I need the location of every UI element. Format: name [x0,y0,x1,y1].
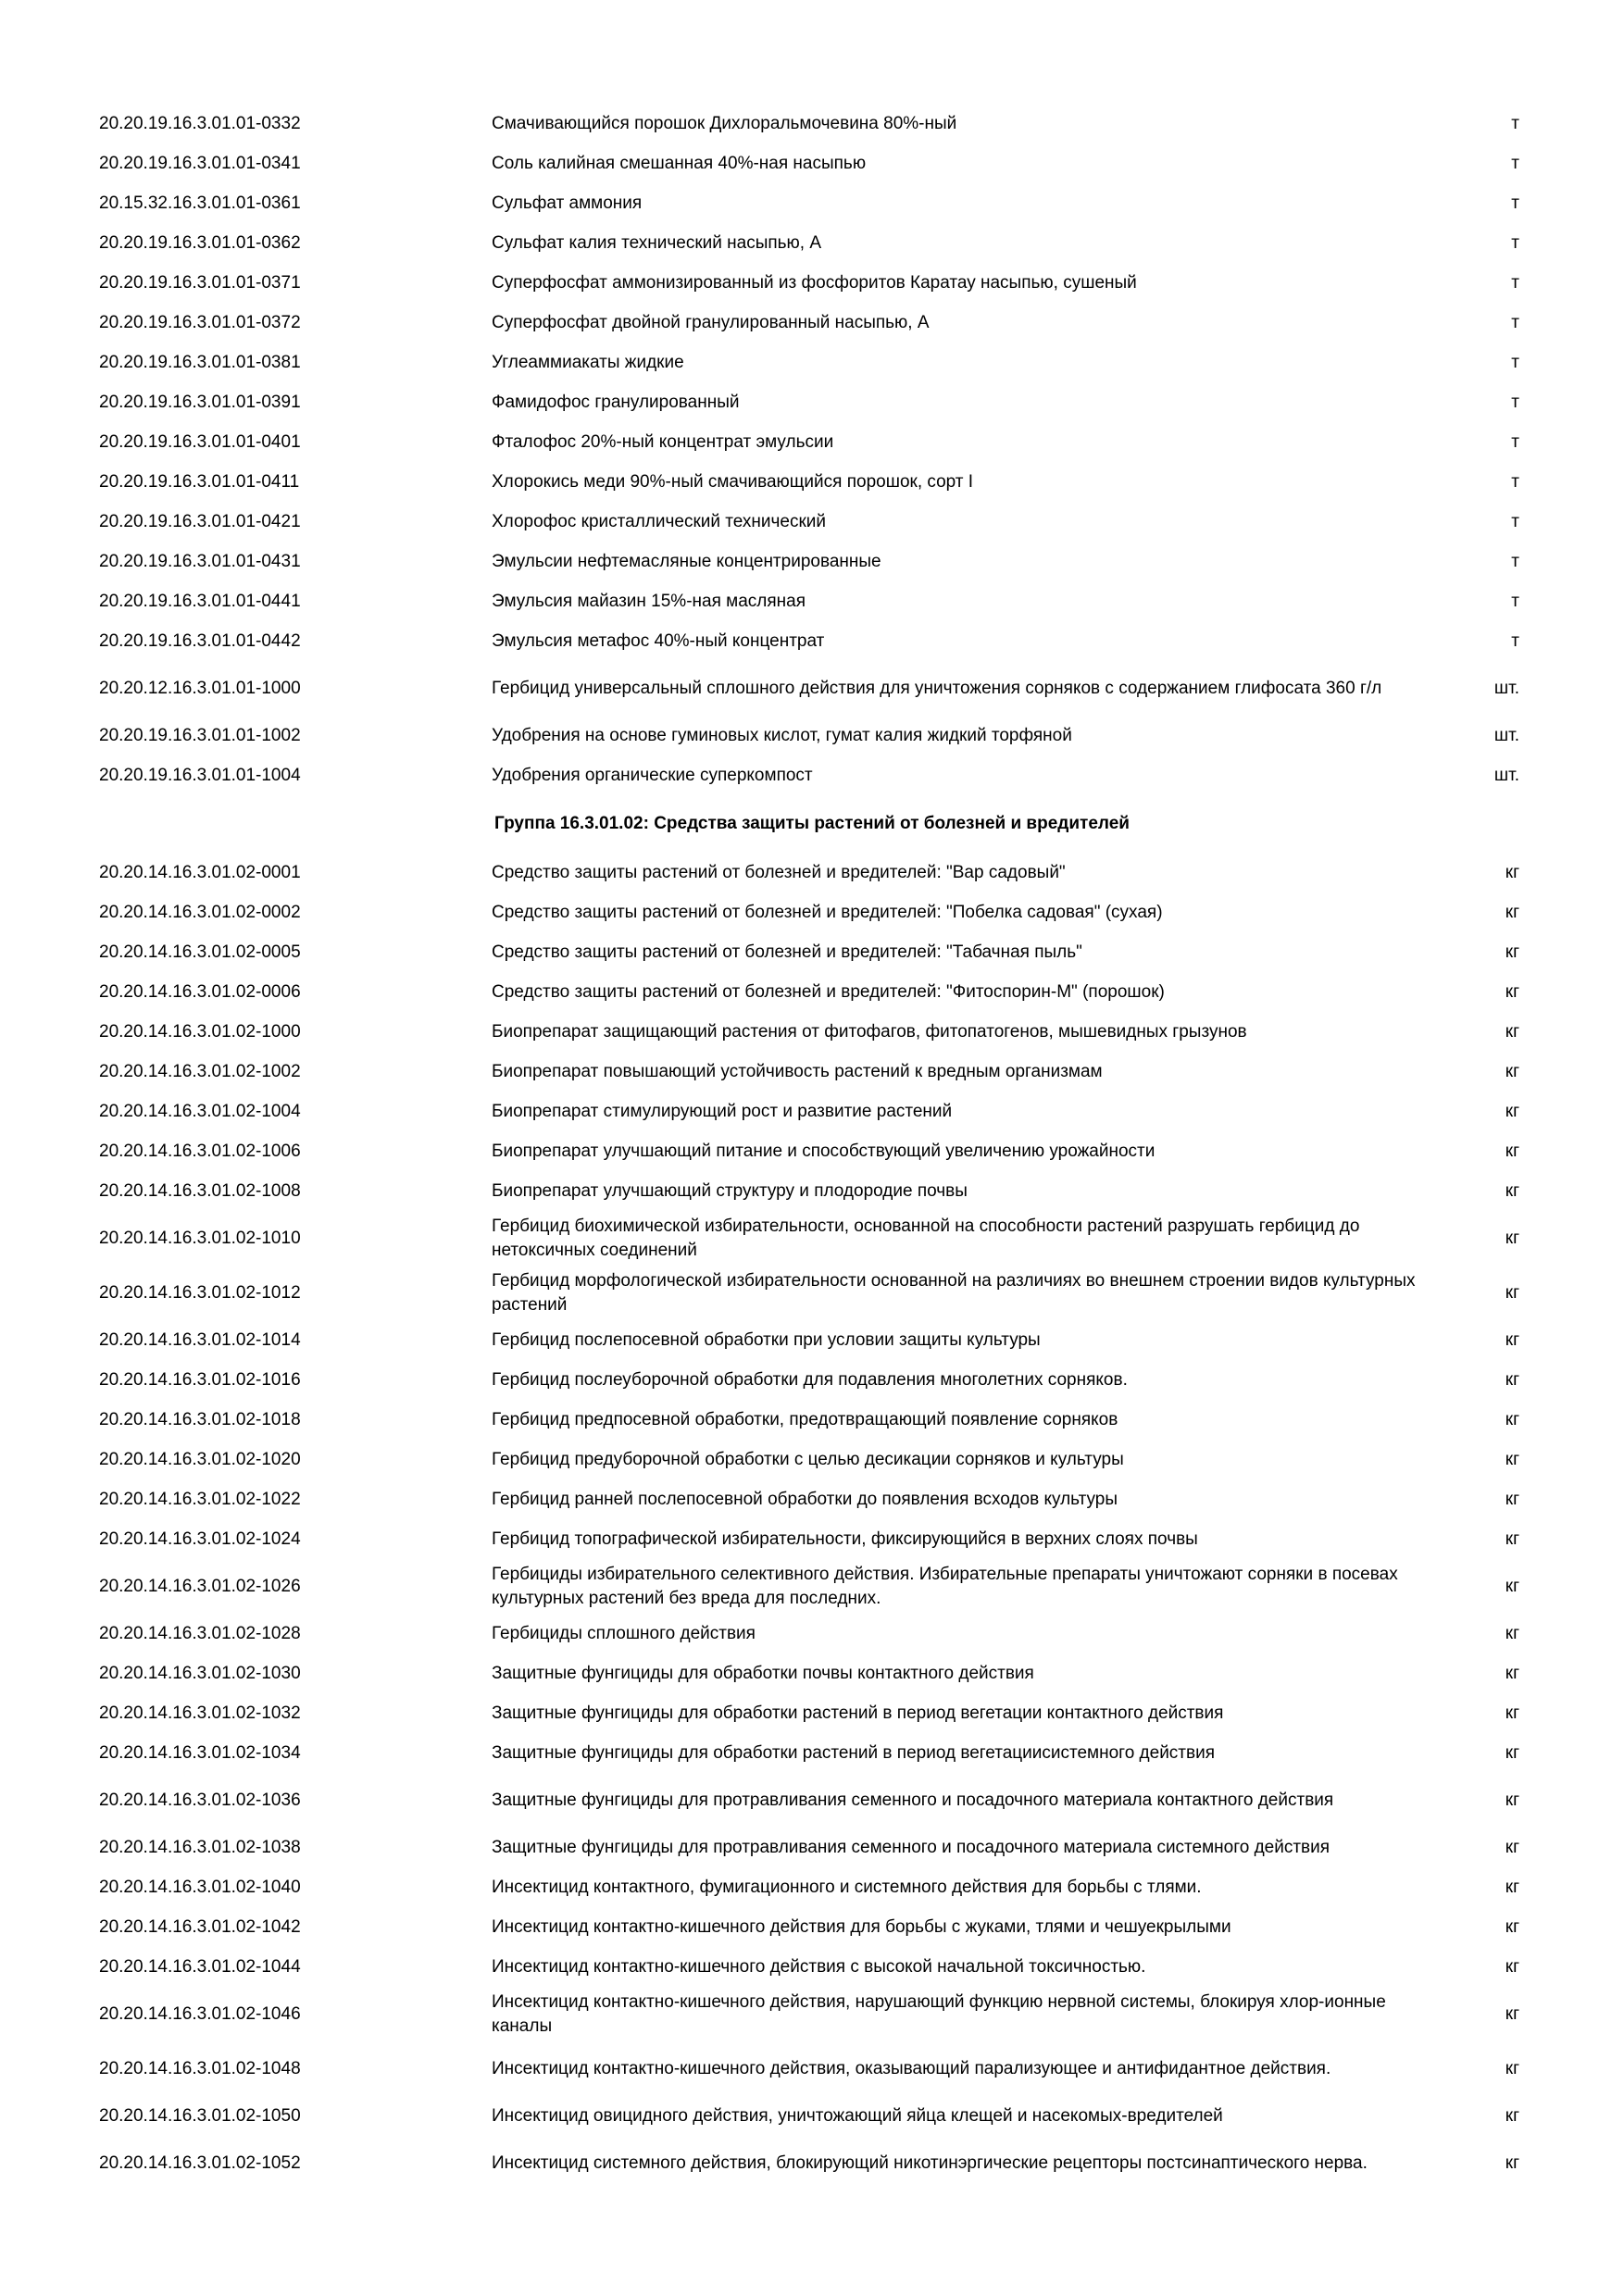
table-row [0,1867,1624,1907]
resource-code: 20.20.14.16.3.01.02-1024 [99,1529,301,1549]
resource-name: Инсектицид овицидного действия, уничтожающий яйца клещей и насекомых-вредителей [492,2105,1223,2126]
resource-name: Инсектицид контактно-кишечного действия, оказывающий парализующее и антифидантное действия. [492,2058,1331,2078]
unit-of-measure: кг [1505,1916,1519,1937]
resource-code: 20.20.19.16.3.01.01-0341 [99,153,301,173]
resource-name: Эмульсия метафос 40%-ный концентрат [492,630,825,651]
table-row [0,1947,1624,1987]
resource-name: Удобрения органические суперкомпост [492,765,813,785]
table-row [0,382,1624,422]
resource-name: Инсектицид контактно-кишечного действия с высокой начальной токсичностью. [492,1956,1146,1977]
unit-of-measure: кг [1505,1877,1519,1897]
table-row [0,1131,1624,1171]
unit-of-measure: кг [1505,902,1519,922]
unit-of-measure: кг [1505,1956,1519,1977]
resource-name: Средство защиты растений от болезней и вредителей: "Вар садовый" [492,862,1066,882]
table-row [0,1773,1624,1828]
resource-name: Защитные фунгициды для обработки растений в период вегетации контактного действия [492,1703,1224,1723]
resource-code: 20.20.19.16.3.01.01-1002 [99,725,301,745]
table-row [0,223,1624,263]
resource-code: 20.20.14.16.3.01.02-0006 [99,981,301,1002]
table-row [0,932,1624,972]
unit-of-measure: т [1511,113,1519,133]
resource-name: Удобрения на основе гуминовых кислот, гумат калия жидкий торфяной [492,725,1072,745]
resource-name: Гербицид послеуборочной обработки для подавления многолетних сорняков. [492,1369,1128,1390]
table-row [0,1360,1624,1400]
table-row [0,2041,1624,2096]
resource-code: 20.20.12.16.3.01.01-1000 [99,678,301,698]
unit-of-measure: кг [1505,1021,1519,1042]
resource-name: Фталофос 20%-ный концентрат эмульсии [492,431,834,452]
table-row [0,1211,1624,1266]
table-row [0,1320,1624,1360]
resource-code: 20.20.14.16.3.01.02-1020 [99,1449,301,1469]
resource-name: Сульфат калия технический насыпью, А [492,232,822,253]
resource-code: 20.15.32.16.3.01.01-0361 [99,193,301,213]
unit-of-measure: кг [1505,1369,1519,1390]
unit-of-measure: т [1511,471,1519,492]
resource-name: Биопрепарат улучшающий питание и способствующий увеличению урожайности [492,1141,1156,1161]
table-row [0,892,1624,932]
resource-name: Инсектицид контактно-кишечного действия для борьбы с жуками, тлями и чешуекрылыми [492,1916,1231,1937]
unit-of-measure: т [1511,272,1519,293]
unit-of-measure: т [1511,193,1519,213]
resource-name: Средство защиты растений от болезней и вредителей: "Табачная пыль" [492,942,1082,962]
resource-code: 20.20.14.16.3.01.02-1042 [99,1916,301,1937]
unit-of-measure: кг [1505,1703,1519,1723]
resource-code: 20.20.14.16.3.01.02-1036 [99,1790,301,1810]
resource-code: 20.20.14.16.3.01.02-1052 [99,2152,301,2173]
unit-of-measure: кг [1505,1228,1519,1248]
table-row [0,303,1624,343]
resource-code: 20.20.14.16.3.01.02-1008 [99,1180,301,1201]
table-row [0,755,1624,795]
unit-of-measure: кг [1505,1742,1519,1763]
resource-name: Хлорофос кристаллический технический [492,511,827,531]
resource-code: 20.20.19.16.3.01.01-0411 [99,471,300,492]
resource-name: Гербицид топографической избирательности, фиксирующийся в верхних слоях почвы [492,1529,1198,1549]
table-row [0,502,1624,542]
resource-code: 20.20.14.16.3.01.02-1010 [99,1228,301,1248]
unit-of-measure: т [1511,431,1519,452]
unit-of-measure: т [1511,591,1519,611]
resource-name: Эмульсия майазин 15%-ная масляная [492,591,806,611]
resource-name: Защитные фунгициды для обработки почвы контактного действия [492,1663,1034,1683]
resource-code: 20.20.14.16.3.01.02-0002 [99,902,301,922]
table-row [0,542,1624,581]
resource-code: 20.20.14.16.3.01.02-1022 [99,1489,301,1509]
table-row [0,1987,1624,2041]
table-row [0,1479,1624,1519]
resource-name: Хлорокись меди 90%-ный смачивающийся порошок, сорт I [492,471,974,492]
unit-of-measure: кг [1505,1576,1519,1596]
unit-of-measure: кг [1505,2105,1519,2126]
table-row [0,2136,1624,2190]
unit-of-measure: кг [1505,1837,1519,1857]
resource-code: 20.20.14.16.3.01.02-1040 [99,1877,301,1897]
resource-code: 20.20.19.16.3.01.01-0401 [99,431,301,452]
resource-code: 20.20.14.16.3.01.02-1018 [99,1409,301,1429]
table-row [0,1266,1624,1320]
resource-name: Соль калийная смешанная 40%-ная насыпью [492,153,867,173]
unit-of-measure: т [1511,630,1519,651]
table-row [0,2096,1624,2136]
resource-name: Биопрепарат улучшающий структуру и плодородие почвы [492,1180,968,1201]
unit-of-measure: кг [1505,1409,1519,1429]
resource-name: Гербицид предпосевной обработки, предотвращающий появление сорняков [492,1409,1118,1429]
unit-of-measure: т [1511,511,1519,531]
resource-name: Смачивающийся порошок Дихлоральмочевина 80%-ный [492,113,957,133]
unit-of-measure: кг [1505,862,1519,882]
unit-of-measure: кг [1505,981,1519,1002]
unit-of-measure: шт. [1493,678,1519,698]
group-16-3-01-01-table [0,104,1624,795]
unit-of-measure: кг [1505,1790,1519,1810]
resource-code: 20.20.14.16.3.01.02-1038 [99,1837,301,1857]
unit-of-measure: т [1511,153,1519,173]
unit-of-measure: кг [1505,1180,1519,1201]
group-heading [0,795,1624,853]
table-row [0,853,1624,892]
table-row [0,343,1624,382]
resource-name: Фамидофос гранулированный [492,392,740,412]
table-row [0,1653,1624,1693]
unit-of-measure: кг [1505,942,1519,962]
resource-name: Средство защиты растений от болезней и вредителей: "Побелка садовая" (сухая) [492,902,1163,922]
table-row [0,1907,1624,1947]
unit-of-measure: кг [1505,1529,1519,1549]
resource-name: Биопрепарат защищающий растения от фитофагов, фитопатогенов, мышевидных грызунов [492,1021,1247,1042]
resource-name: Гербицид морфологической избирательности основанной на различиях во внешнем строении видов культурных растений [492,1270,1416,1315]
resource-name: Суперфосфат аммонизированный из фосфоритов Каратау насыпью, сушеный [492,272,1137,293]
resource-code: 20.20.14.16.3.01.02-1016 [99,1369,301,1390]
unit-of-measure: кг [1505,2003,1519,2024]
unit-of-measure: кг [1505,1623,1519,1643]
resource-name: Гербициды избирательного селективного действия. Избирательные препараты уничтожают сорняки в посевах культурных растений без вреда для последних. [492,1564,1398,1608]
group-heading-text: Группа 16.3.01.02: Средства защиты растений от болезней и вредителей [494,814,1130,833]
unit-of-measure: кг [1505,1449,1519,1469]
resource-code: 20.20.14.16.3.01.02-1000 [99,1021,301,1042]
table-row [0,1828,1624,1867]
table-row [0,1519,1624,1559]
resource-name: Биопрепарат стимулирующий рост и развитие растений [492,1101,953,1121]
resource-name: Гербициды сплошного действия [492,1623,756,1643]
resource-name: Гербицид предуборочной обработки с целью десикации сорняков и культуры [492,1449,1124,1469]
table-row [0,263,1624,303]
resource-name: Инсектицид системного действия, блокирующий никотинэргические рецепторы постсинаптического нерва. [492,2152,1368,2173]
resource-name: Биопрепарат повышающий устойчивость растений к вредным организмам [492,1061,1103,1081]
resource-code: 20.20.14.16.3.01.02-1004 [99,1101,301,1121]
unit-of-measure: кг [1505,1061,1519,1081]
resource-code: 20.20.19.16.3.01.01-0332 [99,113,301,133]
resource-code: 20.20.19.16.3.01.01-0391 [99,392,301,412]
table-row [0,144,1624,183]
resource-code: 20.20.19.16.3.01.01-0421 [99,511,301,531]
resource-code: 20.20.14.16.3.01.02-1034 [99,1742,301,1763]
table-row [0,1440,1624,1479]
resource-name: Углеаммиакаты жидкие [492,352,684,372]
resource-code: 20.20.19.16.3.01.01-0381 [99,352,301,372]
resource-name: Суперфосфат двойной гранулированный насыпью, А [492,312,930,332]
table-row [0,422,1624,462]
unit-of-measure: т [1511,551,1519,571]
resource-code: 20.20.19.16.3.01.01-0372 [99,312,301,332]
unit-of-measure: т [1511,232,1519,253]
resource-name: Средство защиты растений от болезней и вредителей: "Фитоспорин-М" (порошок) [492,981,1165,1002]
resource-name: Инсектицид контактного, фумигационного и системного действия для борьбы с тлями. [492,1877,1202,1897]
resource-name: Инсектицид контактно-кишечного действия, нарушающий функцию нервной системы, блокируя хлор-ионные каналы [492,1991,1386,2036]
resource-code: 20.20.14.16.3.01.02-1002 [99,1061,301,1081]
group-16-3-01-02-table [0,853,1624,2190]
unit-of-measure: кг [1505,1141,1519,1161]
resource-name: Защитные фунгициды для протравливания семенного и посадочного материала системного действия [492,1837,1330,1857]
table-row [0,183,1624,223]
resource-code: 20.20.19.16.3.01.01-0442 [99,630,301,651]
unit-of-measure: кг [1505,1489,1519,1509]
resource-name: Гербицид ранней послепосевной обработки до появления всходов культуры [492,1489,1118,1509]
unit-of-measure: т [1511,352,1519,372]
unit-of-measure: кг [1505,1101,1519,1121]
table-row [0,1559,1624,1614]
resource-code: 20.20.14.16.3.01.02-1012 [99,1282,301,1303]
resource-code: 20.20.14.16.3.01.02-1028 [99,1623,301,1643]
table-row [0,716,1624,755]
unit-of-measure: кг [1505,2058,1519,2078]
resource-code: 20.20.14.16.3.01.02-1014 [99,1329,301,1350]
unit-of-measure: шт. [1493,765,1519,785]
resource-name: Защитные фунгициды для протравливания семенного и посадочного материала контактного действия [492,1790,1334,1810]
table-row [0,104,1624,144]
unit-of-measure: т [1511,312,1519,332]
unit-of-measure: т [1511,392,1519,412]
table-row [0,1693,1624,1733]
unit-of-measure: шт. [1493,725,1519,745]
table-row [0,1052,1624,1092]
table-row [0,972,1624,1012]
resource-code: 20.20.14.16.3.01.02-0005 [99,942,301,962]
document-page [0,104,1624,2190]
resource-name: Эмульсии нефтемасляные концентрированные [492,551,881,571]
table-row [0,1092,1624,1131]
table-row [0,661,1624,716]
table-row [0,1614,1624,1653]
resource-code: 20.20.14.16.3.01.02-1030 [99,1663,301,1683]
resource-name: Гербицид биохимической избирательности, основанной на способности растений разрушать гербицид до нетоксичных соединений [492,1216,1360,1260]
resource-code: 20.20.19.16.3.01.01-0371 [99,272,301,293]
table-row [0,1400,1624,1440]
table-row [0,462,1624,502]
table-row [0,581,1624,621]
resource-code: 20.20.14.16.3.01.02-1046 [99,2003,301,2024]
resource-code: 20.20.14.16.3.01.02-1050 [99,2105,301,2126]
resource-code: 20.20.14.16.3.01.02-1006 [99,1141,301,1161]
resource-code: 20.20.14.16.3.01.02-0001 [99,862,301,882]
resource-code: 20.20.14.16.3.01.02-1044 [99,1956,301,1977]
resource-code: 20.20.19.16.3.01.01-0431 [99,551,301,571]
unit-of-measure: кг [1505,1663,1519,1683]
unit-of-measure: кг [1505,1329,1519,1350]
unit-of-measure: кг [1505,2152,1519,2173]
resource-code: 20.20.19.16.3.01.01-0441 [99,591,301,611]
resource-code: 20.20.19.16.3.01.01-0362 [99,232,301,253]
resource-name: Сульфат аммония [492,193,643,213]
table-row [0,1171,1624,1211]
table-row [0,1733,1624,1773]
resource-name: Гербицид универсальный сплошного действия для уничтожения сорняков с содержанием глифосата 360 г/л [492,678,1382,698]
resource-name: Защитные фунгициды для обработки растений в период вегетациисистемного действия [492,1742,1216,1763]
resource-code: 20.20.14.16.3.01.02-1032 [99,1703,301,1723]
resource-code: 20.20.14.16.3.01.02-1026 [99,1576,301,1596]
resource-code: 20.20.19.16.3.01.01-1004 [99,765,301,785]
resource-code: 20.20.14.16.3.01.02-1048 [99,2058,301,2078]
table-row [0,621,1624,661]
resource-name: Гербицид послепосевной обработки при условии защиты культуры [492,1329,1041,1350]
table-row [0,1012,1624,1052]
unit-of-measure: кг [1505,1282,1519,1303]
